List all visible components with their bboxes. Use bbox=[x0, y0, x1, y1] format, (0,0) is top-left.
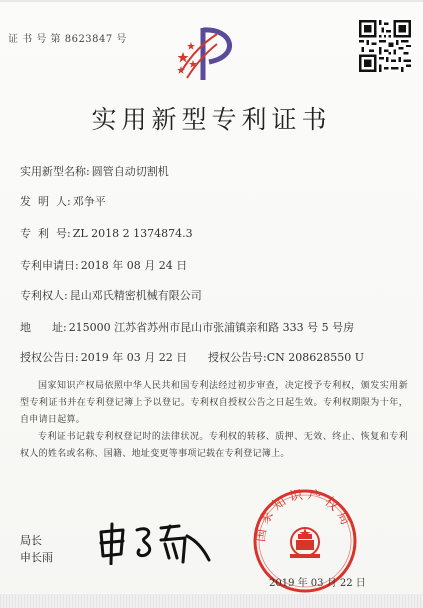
certificate-title: 实用新型专利证书 bbox=[91, 105, 332, 134]
patentee-value: 昆山邓氏精密机械有限公司 bbox=[69, 289, 202, 302]
signatory-name: 申长雨 bbox=[20, 551, 53, 564]
utility-model-name-value: 圆管自动切割机 bbox=[91, 165, 169, 178]
patent-number-value: ZL 2018 2 1374874.3 bbox=[72, 227, 193, 240]
qr-code-icon bbox=[359, 20, 411, 72]
inventor-row bbox=[20, 193, 106, 209]
inventor-label: 发 明 人: bbox=[20, 195, 71, 208]
patentee-row bbox=[20, 287, 202, 303]
cnipa-logo-icon bbox=[173, 22, 245, 86]
patent-number-row bbox=[20, 225, 193, 241]
body-paragraph-2: 专利证书记载专利权登记时的法律状况。专利权的转移、质押、无效、终止、恢复和专利权人的姓名或名称、国籍、地址变更等事项记载在专利登记簿上。 bbox=[20, 432, 408, 459]
seal-text: 国家知识产权局 bbox=[253, 488, 355, 543]
utility-model-name-label: 实用新型名称: bbox=[20, 165, 90, 178]
inventor-value: 邓争平 bbox=[72, 195, 106, 208]
patentee-label: 专利权人: bbox=[20, 289, 68, 302]
grant-date-label: 授权公告日: bbox=[20, 351, 79, 364]
grant-number-value: CN 208628550 U bbox=[266, 351, 365, 364]
certificate-number: 证 书 号 第 8623847 号 bbox=[8, 34, 127, 45]
signatory-block bbox=[20, 532, 53, 566]
filing-date-label: 专利申请日: bbox=[20, 259, 79, 272]
footer-pattern bbox=[0, 594, 423, 608]
grant-number-label: 授权公告号: bbox=[208, 351, 267, 364]
grant-date-row bbox=[20, 349, 187, 365]
address-row bbox=[20, 319, 354, 335]
address-label: 地 址: bbox=[20, 321, 67, 334]
seal-date: 2019 年 03 月 22 日 bbox=[269, 578, 366, 589]
filing-date-value: 2018 年 08 月 24 日 bbox=[80, 259, 188, 272]
handwritten-signature bbox=[95, 520, 215, 565]
body-paragraph-1: 国家知识产权局依照中华人民共和国专利法经过初步审查，决定授予专利权，颁发实用新型专利证书并在专利登记簿上予以登记。专利权自授权公告之日起生效。专利权期限为十年，自申请日起算。 bbox=[20, 381, 408, 425]
grant-number-row bbox=[208, 349, 364, 365]
signatory-title: 局长 bbox=[20, 534, 42, 547]
address-value: 215000 江苏省苏州市昆山市张浦镇亲和路 333 号 5 号房 bbox=[68, 321, 355, 334]
top-border bbox=[0, 0, 423, 2]
filing-date-row bbox=[20, 257, 187, 273]
utility-model-name-row bbox=[20, 163, 169, 179]
patent-number-label: 专 利 号: bbox=[20, 227, 71, 240]
grant-date-value: 2019 年 03 月 22 日 bbox=[80, 351, 188, 364]
